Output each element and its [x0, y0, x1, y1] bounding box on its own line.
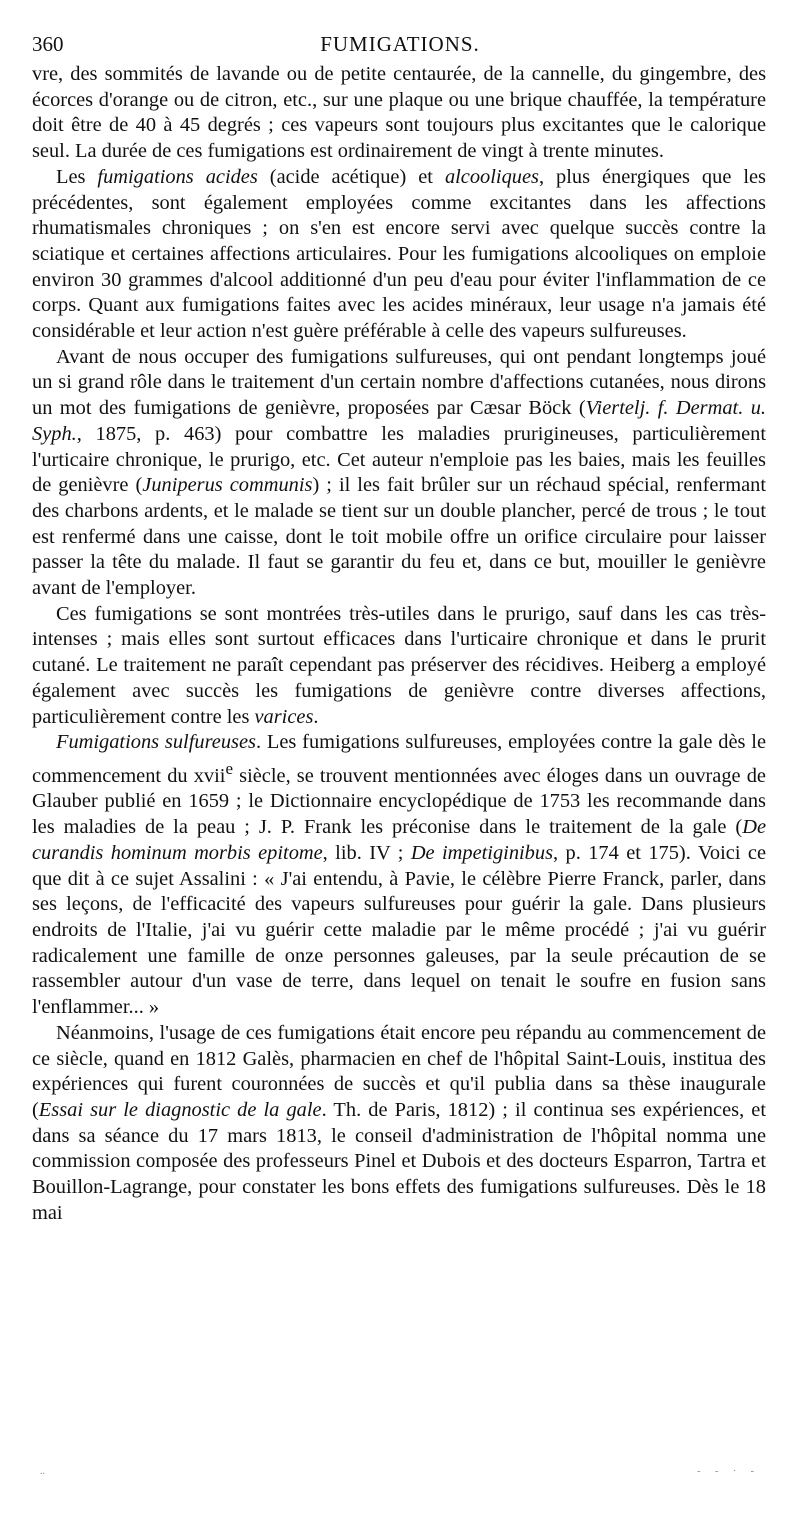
text-run: . Les fumigations sulfureuses, employées contre la gale dès le commencement du xvii [32, 731, 767, 787]
body-text [32, 62, 766, 1226]
paragraph [32, 730, 766, 1021]
text-run: siècle, se trouvent mentionnées avec éloges dans un ouvrage de Glauber publié en 1659 ; le Dictionnaire encyclopédique de 1753 les recommande dans les maladies de la peau ; J. P. Frank les préconise dans le traitement de la gale ( [32, 764, 766, 839]
footer-marks-right: - - · - [697, 1466, 760, 1477]
italic-run: Essai sur le diagnostic de la gale [38, 1098, 322, 1121]
text-run: , 1875, p. 463) pour combattre les maladies prurigineuses, particulièrement l'urticaire chronique, le prurigo, etc. Cet auteur n'emploie pas les baies, mais les feuilles de genièvre ( [32, 422, 766, 497]
italic-run: fumigations acides [97, 165, 258, 188]
italic-run: Juniperus communis [142, 474, 313, 497]
text-run: Les [56, 165, 98, 188]
paragraph [32, 165, 766, 345]
paragraph [32, 1021, 766, 1227]
italic-run: alcooliques [444, 165, 539, 188]
italic-run: De impetiginibus [410, 841, 554, 864]
footer-marks-left: .. [40, 1466, 45, 1477]
text-run: ) ; il les fait brûler sur un réchaud spécial, renfermant des charbons ardents, et le malade se tient sur un double plancher, percé de trous ; le tout est renfermé dans une caisse, dont le toit mobile offre un orifice circulaire pour laisser passer la tête du malade. Il faut se garantir du feu et, dans ce but, mouiller le genièvre avant de l'employer. [32, 474, 766, 600]
text-run: vre, des sommités de lavande ou de petite centaurée, de la cannelle, du gingembre, des écorces d'orange ou de citron, etc., sur une plaque ou une brique chauffée, la température doit être de 40 à 45 degrés ; ces vapeurs sont toujours plus excitantes que le calorique seul. La durée de ces fumigations est ordinairement de vingt à trente minutes. [32, 63, 766, 163]
text-run: Avant de nous occuper des fumigations sulfureuses, qui ont pendant longtemps joué un si grand rôle dans le traitement d'un certain nombre d'affections cutanées, nous dirons un mot des fumigations de genièvre, proposées par Cæsar Böck ( [32, 345, 766, 420]
italic-run: Viertelj. f. Dermat. u. Syph. [32, 397, 766, 445]
text-run: Ces fumigations se sont montrées très-utiles dans le prurigo, sauf dans les cas très-intenses ; mais elles sont surtout efficaces dans l'urticaire chronique et dans le prurit cutané. Le traitement ne paraît cependant pas préserver des récidives. Heiberg a employé également avec succès les fumigations de genièvre contre diverses affections, particulièrement contre les [32, 602, 766, 728]
paragraph [32, 62, 766, 165]
text-run: . Th. de Paris, 1812) ; il continua ses expériences, et dans sa séance du 17 mars 1813, le conseil d'administration de l'hôpital nomma une commission composée des professeurs Pinel et Dubois et des docteurs Esparron, Tartra et Bouillon-Lagrange, pour constater les bons effets des fumigations sulfureuses. Dès le 18 mai [32, 1098, 766, 1224]
paragraph [32, 345, 766, 602]
text-run: Néanmoins, l'usage de ces fumigations était encore peu répandu au commencement de ce siècle, quand en 1812 Galès, pharmacien en chef de l'hôpital Saint-Louis, institua des expériences qui furent couronnées de succès et qu'il publia dans sa thèse inaugurale ( [32, 1021, 766, 1121]
text-run: , plus énergiques que les précédentes, sont également employées comme excitantes dans les affections rhumatismales chroniques ; on s'en est encore servi avec quelque succès contre la sciatique et certaines affections articulaires. Pour les fumigations alcooliques on emploie environ 30 grammes d'alcool additionné d'un peu d'eau pour éviter l'inflammation de ce corps. Quant aux fumigations faites avec les acides minéraux, leur usage n'a jamais été considérable et leur action n'est guère préférable à celle des vapeurs sulfureuses. [32, 165, 766, 343]
page-number: 360 [32, 32, 64, 56]
page-footer [32, 1466, 768, 1476]
text-run: (acide acétique) et [257, 165, 445, 188]
italic-run: varices [254, 705, 314, 728]
text-run: , p. 174 et 175). Voici ce que dit à ce sujet Assalini : « J'ai entendu, à Pavie, le célèbre Pierre Franck, parler, dans ses leçons, de l'efficacité des vapeurs sulfureuses pour guérir la gale. Dans plusieurs endroits de l'Italie, j'ai vu guérir cette maladie par le même procédé ; j'ai vu guérir radicalement une famille de onze personnes galeuses, par la seule précaution de se rassembler autour d'un vase de terre, dans lequel on tenait le soufre en fusion sans l'enflammer... » [32, 841, 766, 1019]
text-run: . [313, 705, 319, 728]
italic-run: De curandis hominum morbis epitome [32, 816, 766, 864]
italic-run: Fumigations sulfureuses [56, 731, 256, 754]
page-header [32, 28, 768, 60]
text-run: , lib. IV ; [322, 841, 411, 864]
paragraph [32, 602, 766, 731]
superscript-run: e [225, 758, 234, 778]
running-title: FUMIGATIONS. [320, 32, 480, 56]
